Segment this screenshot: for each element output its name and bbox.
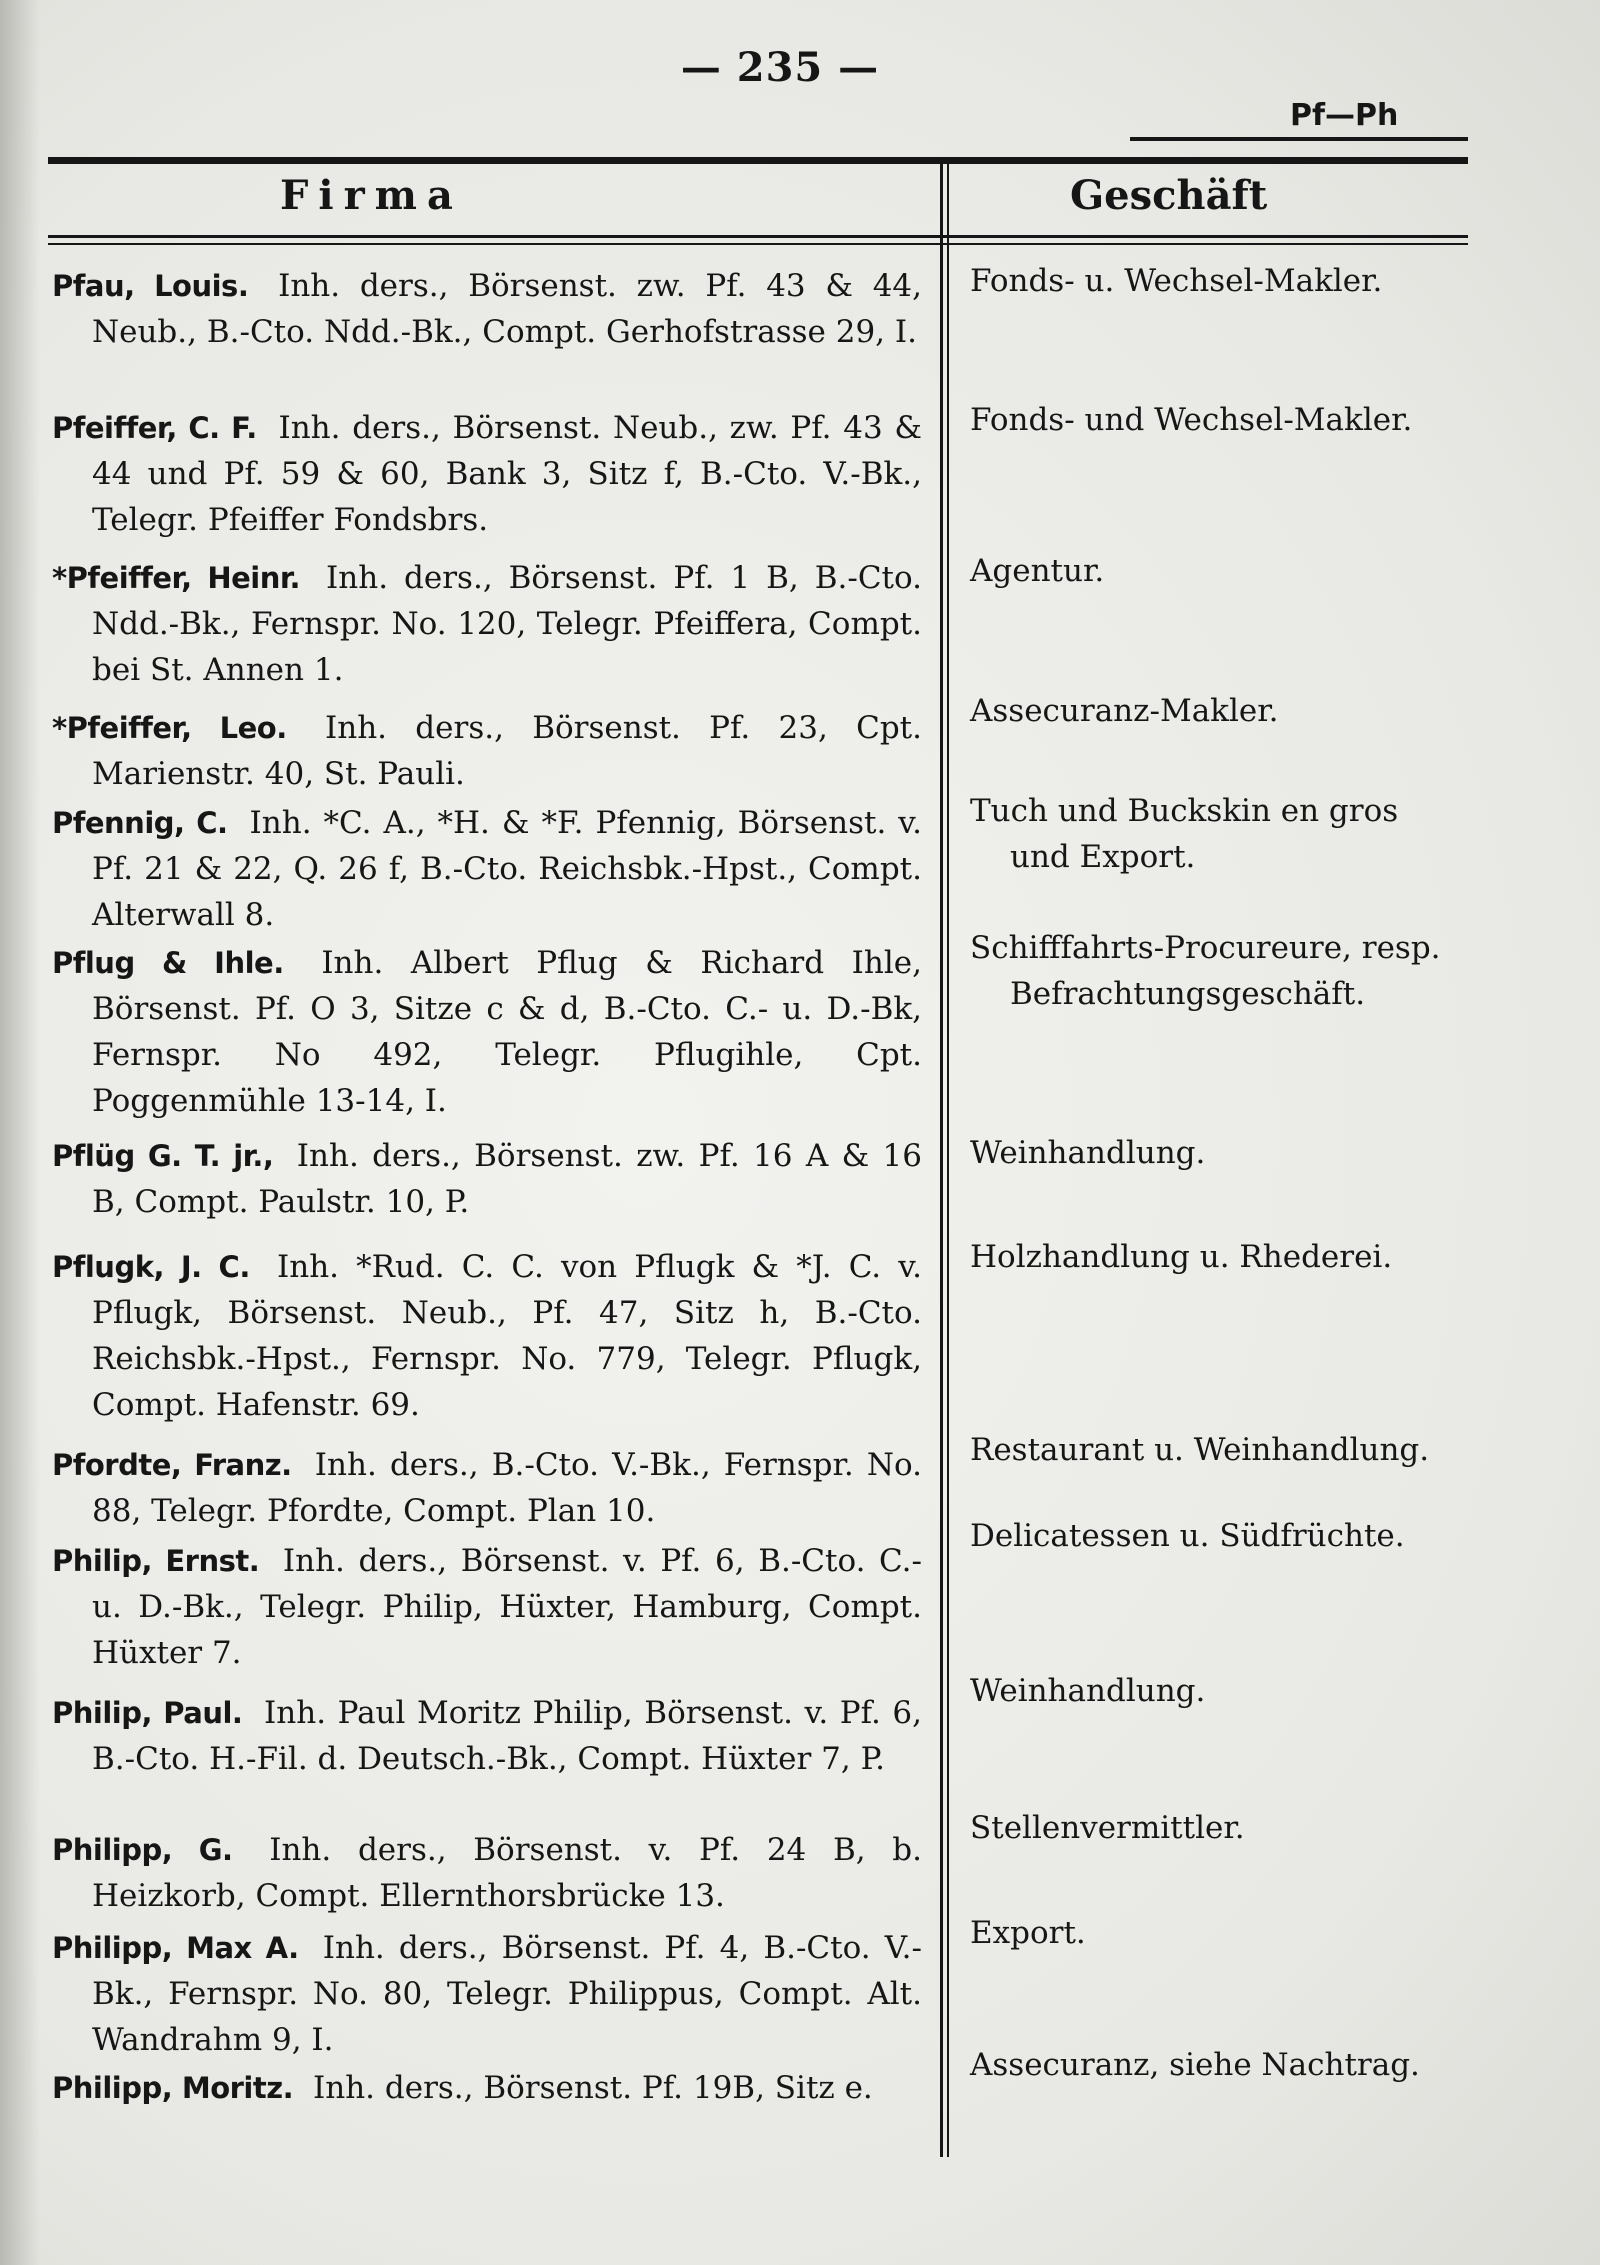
entry-business (970, 788, 1490, 880)
column-header-rule (48, 235, 1468, 238)
entry-business (970, 1130, 1490, 1176)
entry-business (970, 1910, 1490, 1956)
firm-name: Pfennig, C. (52, 806, 228, 840)
firm-details: Inh. *Rud. C. C. von Pflugk & *J. C. v. Pflugk, Börsenst. Neub., Pf. 47, Sitz h, B.-Cto. Reichsbk.-Hpst., Fernspr. No. 779, Telegr. Pflugk, Compt. Hafenstr. 69. (92, 1249, 922, 1423)
business-type: Weinhandlung. (970, 1135, 1206, 1171)
entry-firm (52, 555, 922, 693)
business-type: Holzhandlung u. Rhederei. (970, 1239, 1393, 1275)
entry-firm (52, 1538, 922, 1676)
entry-business (970, 925, 1490, 1017)
entry-firm (52, 1442, 922, 1534)
business-type: Restaurant u. Weinhandlung. (970, 1432, 1430, 1468)
firm-name: Philip, Ernst. (52, 1544, 260, 1578)
business-type: Fonds- u. Wechsel-Makler. (970, 263, 1383, 299)
entry-business (970, 2042, 1490, 2088)
business-type-continuation: Befrachtungsgeschäft. (1010, 976, 1366, 1012)
entry-firm (52, 1827, 922, 1919)
entry-business (970, 397, 1490, 443)
firm-details: Inh. ders., Börsenst. v. Pf. 24 B, b. Heizkorb, Compt. Ellernthorsbrücke 13. (92, 1832, 922, 1914)
entry-firm (52, 1244, 922, 1428)
column-header-firma: Firma (280, 172, 463, 219)
column-divider-thin (947, 162, 949, 2157)
firm-name: Pfau, Louis. (52, 269, 249, 303)
firm-name: Pfeiffer, C. F. (52, 411, 257, 445)
firm-name: Philipp, Moritz. (52, 2071, 294, 2105)
entry-firm (52, 2065, 922, 2111)
entry-firm (52, 1690, 922, 1782)
firm-details: Inh. ders., B.-Cto. V.-Bk., Fernspr. No. 88, Telegr. Pfordte, Compt. Plan 10. (92, 1447, 922, 1529)
firm-name: *Pfeiffer, Heinr. (52, 561, 301, 595)
entry-firm (52, 1133, 922, 1225)
entry-firm (52, 705, 922, 797)
business-type: Assecuranz-Makler. (970, 693, 1279, 729)
firm-details: Inh. *C. A., *H. & *F. Pfennig, Börsenst. v. Pf. 21 & 22, Q. 26 f, B.-Cto. Reichsbk.-Hpst., Compt. Alterwall 8. (92, 805, 922, 933)
business-type: Delicatessen u. Südfrüchte. (970, 1518, 1405, 1554)
entry-business (970, 1805, 1490, 1851)
entry-firm (52, 405, 922, 543)
firm-details: Inh. Albert Pflug & Richard Ihle, Börsenst. Pf. O 3, Sitze c & d, B.-Cto. C.- u. D.-Bk, Fernspr. No 492, Telegr. Pflugihle, Cpt. Poggenmühle 13-14, I. (92, 945, 923, 1119)
column-header-rule-thin (48, 243, 1468, 245)
entry-business (970, 1668, 1490, 1714)
firm-name: Pflug & Ihle. (52, 946, 284, 980)
business-type: Export. (970, 1915, 1086, 1951)
business-type-continuation: und Export. (1010, 839, 1196, 875)
business-type: Agentur. (970, 553, 1105, 589)
firm-name: Philip, Paul. (52, 1696, 243, 1730)
entry-firm (52, 940, 922, 1124)
business-type: Tuch und Buckskin en gros (970, 793, 1399, 829)
firm-name: Pflüg G. T. jr., (52, 1139, 274, 1173)
business-type: Assecuranz, siehe Nachtrag. (970, 2047, 1420, 2083)
firm-details: Inh. ders., Börsenst. Pf. 19B, Sitz e. (313, 2070, 873, 2106)
firm-name: Pfordte, Franz. (52, 1448, 292, 1482)
firm-details: Inh. ders., Börsenst. Pf. 23, Cpt. Marienstr. 40, St. Pauli. (92, 710, 922, 792)
firm-details: Inh. Paul Moritz Philip, Börsenst. v. Pf. 6, B.-Cto. H.-Fil. d. Deutsch.-Bk., Compt. Hüxter 7, P. (92, 1695, 922, 1777)
entry-firm (52, 800, 922, 938)
firm-details: Inh. ders., Börsenst. zw. Pf. 16 A & 16 B, Compt. Paulstr. 10, P. (92, 1138, 923, 1220)
entry-firm (52, 263, 922, 355)
header-rule (48, 157, 1468, 164)
business-type: Schifffahrts-Procureure, resp. (970, 930, 1441, 966)
entry-business (970, 1513, 1490, 1559)
firm-name: Pflugk, J. C. (52, 1250, 250, 1284)
entry-business (970, 548, 1490, 594)
page-number: — 235 — (680, 44, 880, 91)
column-divider (940, 162, 943, 2157)
firm-details: Inh. ders., Börsenst. Pf. 1 B, B.-Cto. Ndd.-Bk., Fernspr. No. 120, Telegr. Pfeiffera, Compt. bei St. Annen 1. (92, 560, 922, 688)
business-type: Fonds- und Wechsel-Makler. (970, 402, 1413, 438)
firm-name: Philipp, Max A. (52, 1931, 299, 1965)
firm-details: Inh. ders., Börsenst. Pf. 4, B.-Cto. V.-Bk., Fernspr. No. 80, Telegr. Philippus, Compt. Alt. Wandrahm 9, I. (92, 1930, 922, 2058)
firm-name: *Pfeiffer, Leo. (52, 711, 287, 745)
entry-business (970, 1234, 1490, 1280)
firm-details: Inh. ders., Börsenst. Neub., zw. Pf. 43 & 44 und Pf. 59 & 60, Bank 3, Sitz f, B.-Cto. V.-Bk., Telegr. Pfeiffer Fondsbrs. (92, 410, 922, 538)
entry-business (970, 688, 1490, 734)
firm-details: Inh. ders., Börsenst. zw. Pf. 43 & 44, Neub., B.-Cto. Ndd.-Bk., Compt. Gerhofstrasse 29, I. (92, 268, 922, 350)
entry-business (970, 258, 1490, 304)
header-rule-short (1130, 137, 1468, 141)
firm-details: Inh. ders., Börsenst. v. Pf. 6, B.-Cto. C.- u. D.-Bk., Telegr. Philip, Hüxter, Hamburg, Compt. Hüxter 7. (92, 1543, 922, 1671)
column-header-geschaeft: Geschäft (1070, 172, 1268, 219)
entry-business (970, 1427, 1490, 1473)
business-type: Weinhandlung. (970, 1673, 1206, 1709)
firm-name: Philipp, G. (52, 1833, 233, 1867)
running-head: Pf—Ph (1290, 98, 1399, 133)
entry-firm (52, 1925, 922, 2063)
business-type: Stellenvermittler. (970, 1810, 1245, 1846)
